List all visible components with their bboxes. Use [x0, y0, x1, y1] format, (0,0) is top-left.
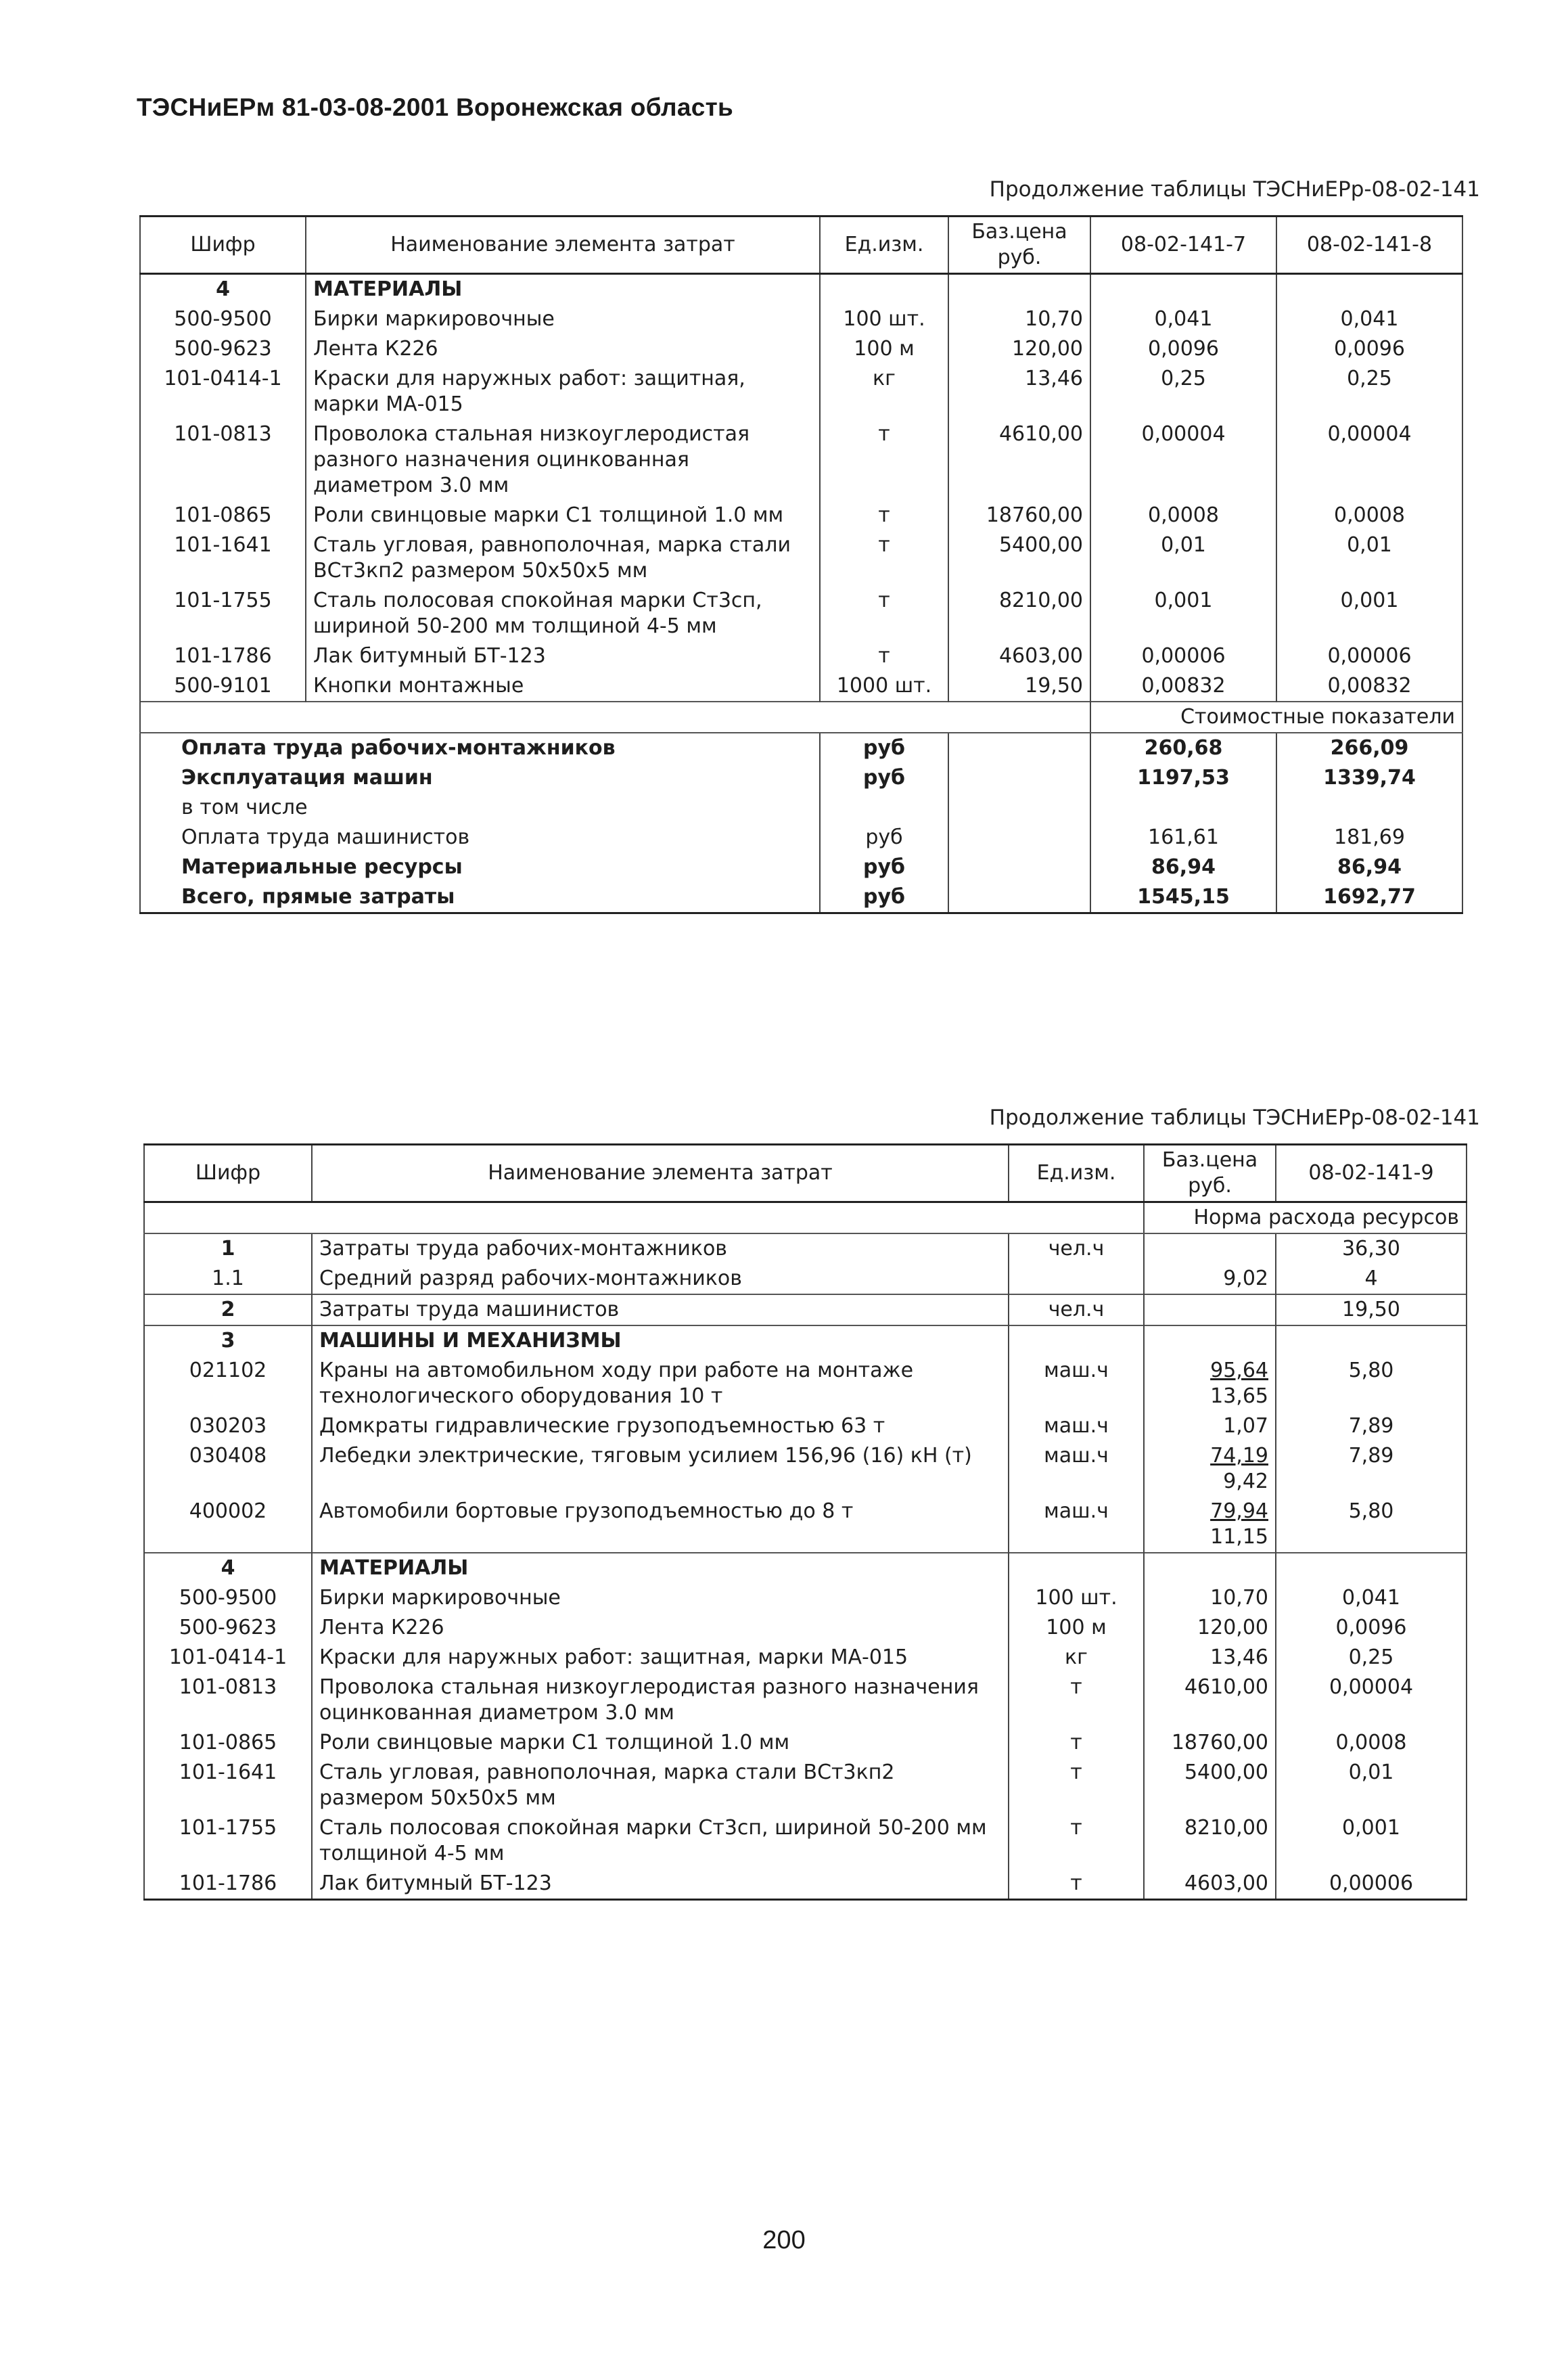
table1-section-row	[140, 274, 1462, 305]
cell-value: 7,89	[1276, 1411, 1467, 1441]
table-row	[140, 671, 1462, 702]
cell-unit: т	[820, 586, 948, 641]
cell-name: Лак битумный БТ-123	[306, 641, 820, 671]
material-row	[144, 1643, 1467, 1673]
table-row	[140, 641, 1462, 671]
table2-header-row	[144, 1145, 1467, 1202]
empty-cell	[948, 853, 1090, 882]
cell-code: 1.1	[144, 1264, 312, 1294]
cell-value-1: 0,0008	[1090, 501, 1276, 530]
cell-code: 500-9500	[144, 1583, 312, 1613]
price-numerator: 79,94	[1210, 1499, 1268, 1523]
document-header: ТЭСНиЕРм 81-03-08-2001 Воронежская область	[137, 93, 734, 121]
column-header-name: Наименование элемента затрат	[312, 1145, 1009, 1202]
column-header-v2: 08-02-141-8	[1276, 217, 1462, 274]
cell-name: Лента К226	[312, 1613, 1009, 1643]
cell-price	[1144, 1497, 1276, 1553]
table-row	[140, 501, 1462, 530]
cell-code: 400002	[144, 1497, 312, 1553]
section-code: 4	[144, 1553, 312, 1583]
cell-value: 0,0008	[1276, 1728, 1467, 1758]
cell-name: Сталь полосовая спокойная марки Ст3сп, шириной 50-200 мм толщиной 4-5 мм	[306, 586, 820, 641]
table2-materials-section-row	[144, 1553, 1467, 1583]
cost-name: Всего, прямые затраты	[140, 882, 820, 913]
machine-row	[144, 1497, 1467, 1553]
cell-name: Сталь полосовая спокойная марки Ст3сп, шириной 50-200 мм толщиной 4-5 мм	[312, 1813, 1009, 1869]
empty-cell	[1144, 1325, 1276, 1356]
cell-value: 0,01	[1276, 1758, 1467, 1813]
cell-name: Затраты труда машинистов	[312, 1294, 1009, 1325]
cell-price: 13,46	[1144, 1643, 1276, 1673]
cost-value-1: 1197,53	[1090, 763, 1276, 793]
cell-value-1: 0,00004	[1090, 419, 1276, 501]
cost-unit: руб	[820, 823, 948, 853]
table-row	[140, 530, 1462, 586]
cell-price: 8210,00	[948, 586, 1090, 641]
table-row	[140, 586, 1462, 641]
cell-value-2: 0,041	[1276, 304, 1462, 334]
page-number: 200	[762, 2226, 806, 2254]
cell-value: 5,80	[1276, 1497, 1467, 1553]
cell-value: 0,041	[1276, 1583, 1467, 1613]
norm-header: Норма расхода ресурсов	[1144, 1202, 1467, 1234]
labor-row	[144, 1264, 1467, 1294]
cell-value-2: 0,01	[1276, 530, 1462, 586]
cell-value: 0,00006	[1276, 1869, 1467, 1900]
empty-cell	[948, 763, 1090, 793]
cell-name: Краски для наружных работ: защитная, марки МА-015	[312, 1643, 1009, 1673]
cell-name: Роли свинцовые марки С1 толщиной 1.0 мм	[306, 501, 820, 530]
cost-value-1: 161,61	[1090, 823, 1276, 853]
cell-value-1: 0,041	[1090, 304, 1276, 334]
cell-code: 101-1755	[144, 1813, 312, 1869]
cell-value: 5,80	[1276, 1356, 1467, 1411]
cell-unit	[1009, 1264, 1144, 1294]
column-header-unit: Ед.изм.	[1009, 1145, 1144, 1202]
cell-value-2: 0,001	[1276, 586, 1462, 641]
column-header-code: Шифр	[140, 217, 306, 274]
labor-row	[144, 1233, 1467, 1264]
cell-value-1: 0,01	[1090, 530, 1276, 586]
cell-unit: чел.ч	[1009, 1294, 1144, 1325]
cell-code: 101-0813	[144, 1673, 312, 1728]
cell-price: 8210,00	[1144, 1813, 1276, 1869]
empty-cell	[1276, 1325, 1467, 1356]
empty-cell	[144, 1202, 1144, 1234]
material-row	[144, 1869, 1467, 1900]
cell-price	[1144, 1233, 1276, 1264]
empty-cell	[948, 823, 1090, 853]
table2	[143, 1143, 1467, 1901]
cell-code: 101-0813	[140, 419, 306, 501]
cell-code: 101-0865	[140, 501, 306, 530]
cell-code: 101-1755	[140, 586, 306, 641]
cell-unit: т	[820, 419, 948, 501]
cost-row	[140, 853, 1462, 882]
empty-cell	[948, 793, 1090, 823]
cell-value-2: 0,00832	[1276, 671, 1462, 702]
empty-cell	[140, 702, 1090, 733]
section-title: МАТЕРИАЛЫ	[312, 1553, 1009, 1583]
price-numerator: 95,64	[1210, 1359, 1268, 1382]
cell-price: 13,46	[948, 364, 1090, 419]
price-denominator: 9,42	[1223, 1470, 1268, 1493]
cost-value-1: 260,68	[1090, 733, 1276, 763]
cost-value-2: 1692,77	[1276, 882, 1462, 913]
empty-cell	[1009, 1553, 1144, 1583]
cost-header: Стоимостные показатели	[1090, 702, 1462, 733]
cell-unit: маш.ч	[1009, 1497, 1144, 1553]
cost-row	[140, 793, 1462, 823]
cell-name: Лак битумный БТ-123	[312, 1869, 1009, 1900]
cell-code: 030203	[144, 1411, 312, 1441]
cost-value-2: 266,09	[1276, 733, 1462, 763]
cell-unit: т	[820, 530, 948, 586]
cell-unit: т	[820, 501, 948, 530]
cost-value-1: 86,94	[1090, 853, 1276, 882]
cell-price	[1144, 1356, 1276, 1411]
cell-code: 101-1641	[144, 1758, 312, 1813]
cell-price: 4603,00	[948, 641, 1090, 671]
cell-unit: 100 шт.	[820, 304, 948, 334]
cell-value-2: 0,00006	[1276, 641, 1462, 671]
cell-code: 2	[144, 1294, 312, 1325]
cost-value-2: 181,69	[1276, 823, 1462, 853]
cell-unit: т	[1009, 1869, 1144, 1900]
cost-unit	[820, 793, 948, 823]
empty-cell	[948, 733, 1090, 763]
table-row	[140, 364, 1462, 419]
cell-unit: маш.ч	[1009, 1411, 1144, 1441]
cell-unit: т	[1009, 1758, 1144, 1813]
cell-name: Бирки маркировочные	[312, 1583, 1009, 1613]
table2-machines-section-row	[144, 1325, 1467, 1356]
price-numerator: 74,19	[1210, 1444, 1268, 1468]
table-row	[140, 334, 1462, 364]
section-code: 3	[144, 1325, 312, 1356]
cell-unit: кг	[1009, 1643, 1144, 1673]
cell-price: 19,50	[948, 671, 1090, 702]
cell-unit: т	[820, 641, 948, 671]
cell-name: Проволока стальная низкоуглеродистая разного назначения оцинкованная диаметром 3.0 мм	[312, 1673, 1009, 1728]
cost-name: в том числе	[140, 793, 820, 823]
cell-value-2: 0,00004	[1276, 419, 1462, 501]
cell-name: Краны на автомобильном ходу при работе на монтаже технологического оборудования 10 т	[312, 1356, 1009, 1411]
cell-value: 7,89	[1276, 1441, 1467, 1497]
empty-cell	[820, 274, 948, 305]
cost-row	[140, 823, 1462, 853]
column-header-v: 08-02-141-9	[1276, 1145, 1467, 1202]
cell-price: 120,00	[948, 334, 1090, 364]
cell-name: Средний разряд рабочих-монтажников	[312, 1264, 1009, 1294]
cell-name: Бирки маркировочные	[306, 304, 820, 334]
section-title: МАТЕРИАЛЫ	[306, 274, 820, 305]
cost-name: Эксплуатация машин	[140, 763, 820, 793]
empty-cell	[1144, 1553, 1276, 1583]
cell-price	[1144, 1294, 1276, 1325]
cost-unit: руб	[820, 763, 948, 793]
cell-value: 0,25	[1276, 1643, 1467, 1673]
material-row	[144, 1673, 1467, 1728]
cell-value-1: 0,25	[1090, 364, 1276, 419]
empty-cell	[948, 882, 1090, 913]
cell-value: 4	[1276, 1264, 1467, 1294]
cell-code: 030408	[144, 1441, 312, 1497]
cell-name: Сталь угловая, равнополочная, марка стали ВСт3кп2 размером 50х50х5 мм	[306, 530, 820, 586]
cost-row	[140, 733, 1462, 763]
cell-name: Краски для наружных работ: защитная, марки МА-015	[306, 364, 820, 419]
cell-unit: т	[1009, 1673, 1144, 1728]
cost-value-2: 1339,74	[1276, 763, 1462, 793]
cost-row	[140, 882, 1462, 913]
material-row	[144, 1613, 1467, 1643]
cost-name: Оплата труда рабочих-монтажников	[140, 733, 820, 763]
table2-norm-header-row	[144, 1202, 1467, 1234]
cell-name: Лебедки электрические, тяговым усилием 156,96 (16) кН (т)	[312, 1441, 1009, 1497]
cell-code: 500-9623	[140, 334, 306, 364]
cell-code: 101-0865	[144, 1728, 312, 1758]
cell-code: 500-9623	[144, 1613, 312, 1643]
cell-price: 4610,00	[948, 419, 1090, 501]
cell-value: 0,0096	[1276, 1613, 1467, 1643]
table-row	[140, 419, 1462, 501]
empty-cell	[948, 274, 1090, 305]
cell-price: 18760,00	[1144, 1728, 1276, 1758]
cell-name: Проволока стальная низкоуглеродистая разного назначения оцинкованная диаметром 3.0 мм	[306, 419, 820, 501]
empty-cell	[1090, 274, 1276, 305]
cell-code: 1	[144, 1233, 312, 1264]
machine-row	[144, 1411, 1467, 1441]
cost-value-1	[1090, 793, 1276, 823]
material-row	[144, 1813, 1467, 1869]
cell-code: 101-1641	[140, 530, 306, 586]
cell-unit: 1000 шт.	[820, 671, 948, 702]
empty-cell	[1009, 1325, 1144, 1356]
cell-price: 4610,00	[1144, 1673, 1276, 1728]
cell-value-2: 0,0008	[1276, 501, 1462, 530]
cell-price: 10,70	[948, 304, 1090, 334]
cost-name: Материальные ресурсы	[140, 853, 820, 882]
machine-row	[144, 1441, 1467, 1497]
cell-price: 10,70	[1144, 1583, 1276, 1613]
cell-price: 5400,00	[948, 530, 1090, 586]
column-header-price: Баз.цена руб.	[948, 217, 1090, 274]
cell-code: 101-1786	[144, 1869, 312, 1900]
cell-unit: 100 м	[820, 334, 948, 364]
cell-value-1: 0,00832	[1090, 671, 1276, 702]
cell-value-1: 0,001	[1090, 586, 1276, 641]
cell-code: 101-0414-1	[144, 1643, 312, 1673]
cell-unit: т	[1009, 1728, 1144, 1758]
material-row	[144, 1728, 1467, 1758]
cell-unit: маш.ч	[1009, 1356, 1144, 1411]
cell-price: 4603,00	[1144, 1869, 1276, 1900]
cell-unit: чел.ч	[1009, 1233, 1144, 1264]
cost-unit: руб	[820, 882, 948, 913]
cell-value: 36,30	[1276, 1233, 1467, 1264]
material-row	[144, 1583, 1467, 1613]
cell-code: 021102	[144, 1356, 312, 1411]
column-header-price: Баз.цена руб.	[1144, 1145, 1276, 1202]
cell-code: 500-9500	[140, 304, 306, 334]
cell-unit: маш.ч	[1009, 1441, 1144, 1497]
table1	[139, 215, 1463, 914]
column-header-code: Шифр	[144, 1145, 312, 1202]
cell-unit: 100 м	[1009, 1613, 1144, 1643]
section-code: 4	[140, 274, 306, 305]
machine-row	[144, 1356, 1467, 1411]
column-header-name: Наименование элемента затрат	[306, 217, 820, 274]
section-title: МАШИНЫ И МЕХАНИЗМЫ	[312, 1325, 1009, 1356]
labor-row	[144, 1294, 1467, 1325]
table1-cost-header-row	[140, 702, 1462, 733]
column-header-v1: 08-02-141-7	[1090, 217, 1276, 274]
cell-price: 9,02	[1144, 1264, 1276, 1294]
empty-cell	[1276, 1553, 1467, 1583]
cell-name: Лента К226	[306, 334, 820, 364]
table-row	[140, 304, 1462, 334]
cell-name: Кнопки монтажные	[306, 671, 820, 702]
cell-value: 19,50	[1276, 1294, 1467, 1325]
cost-row	[140, 763, 1462, 793]
cell-name: Затраты труда рабочих-монтажников	[312, 1233, 1009, 1264]
cell-name: Сталь угловая, равнополочная, марка стали ВСт3кп2 размером 50х50х5 мм	[312, 1758, 1009, 1813]
cost-value-2: 86,94	[1276, 853, 1462, 882]
cell-code: 500-9101	[140, 671, 306, 702]
column-header-unit: Ед.изм.	[820, 217, 948, 274]
price-denominator: 13,65	[1210, 1384, 1268, 1408]
cell-value-2: 0,25	[1276, 364, 1462, 419]
cell-name: Автомобили бортовые грузоподъемностью до 8 т	[312, 1497, 1009, 1553]
cell-price: 120,00	[1144, 1613, 1276, 1643]
cell-unit: т	[1009, 1813, 1144, 1869]
price-denominator: 11,15	[1210, 1525, 1268, 1549]
table2-continuation-caption: Продолжение таблицы ТЭСНиЕРр-08-02-141	[989, 1106, 1480, 1130]
cell-value-2: 0,0096	[1276, 334, 1462, 364]
cost-value-2	[1276, 793, 1462, 823]
cell-code: 101-0414-1	[140, 364, 306, 419]
cell-value-1: 0,00006	[1090, 641, 1276, 671]
table1-continuation-caption: Продолжение таблицы ТЭСНиЕРр-08-02-141	[989, 177, 1480, 202]
cell-value-1: 0,0096	[1090, 334, 1276, 364]
cell-code: 101-1786	[140, 641, 306, 671]
cost-value-1: 1545,15	[1090, 882, 1276, 913]
cell-value: 0,001	[1276, 1813, 1467, 1869]
cell-unit: кг	[820, 364, 948, 419]
cell-price	[1144, 1411, 1276, 1441]
cell-name: Домкраты гидравлические грузоподъемностью 63 т	[312, 1411, 1009, 1441]
price-numerator: 1,07	[1223, 1414, 1268, 1438]
cell-value: 0,00004	[1276, 1673, 1467, 1728]
cell-price: 5400,00	[1144, 1758, 1276, 1813]
cell-price	[1144, 1441, 1276, 1497]
table1-header-row	[140, 217, 1462, 274]
empty-cell	[1276, 274, 1462, 305]
cost-name: Оплата труда машинистов	[140, 823, 820, 853]
material-row	[144, 1758, 1467, 1813]
cost-unit: руб	[820, 853, 948, 882]
cell-price: 18760,00	[948, 501, 1090, 530]
cost-unit: руб	[820, 733, 948, 763]
cell-name: Роли свинцовые марки С1 толщиной 1.0 мм	[312, 1728, 1009, 1758]
cell-unit: 100 шт.	[1009, 1583, 1144, 1613]
